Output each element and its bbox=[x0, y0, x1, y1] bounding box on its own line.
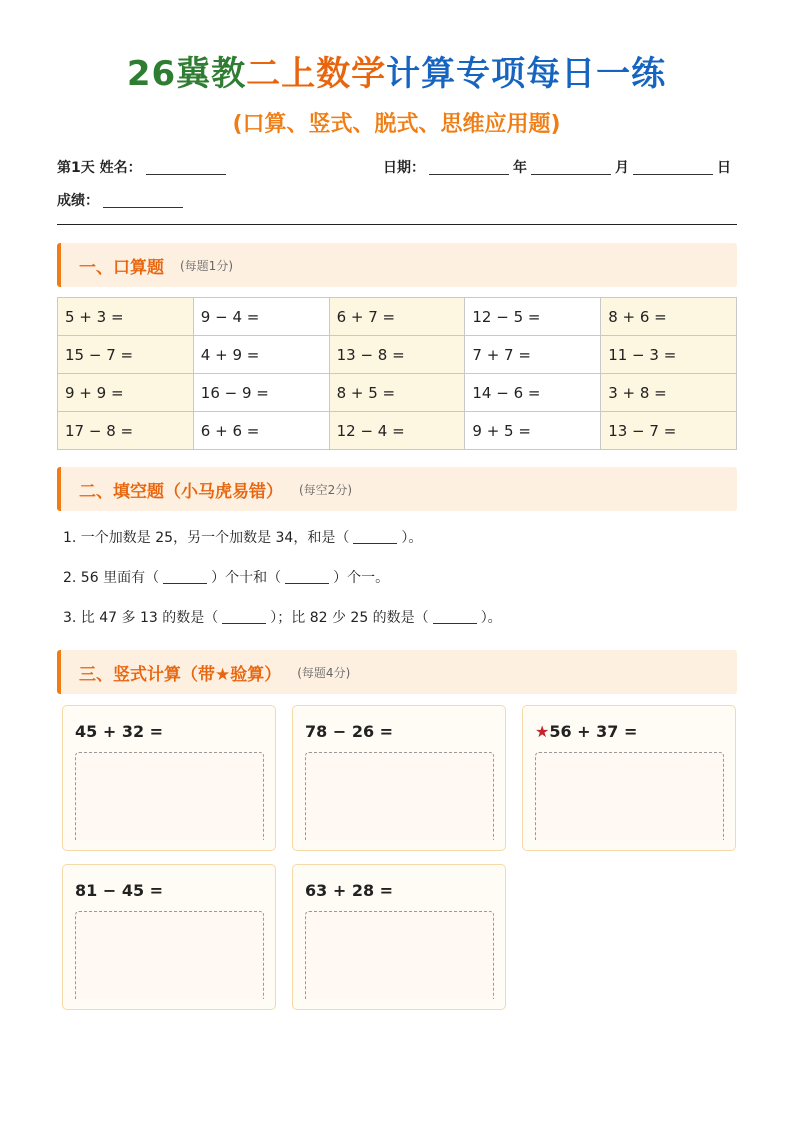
math-cell: 9 + 5 = bbox=[465, 412, 601, 450]
table-row bbox=[58, 412, 737, 450]
calc-expression-group bbox=[535, 722, 637, 741]
section-vertical-calc-header bbox=[57, 650, 737, 694]
math-cell: 13 − 7 = bbox=[601, 412, 737, 450]
section-note: (每题4分) bbox=[297, 665, 351, 680]
table-row bbox=[58, 374, 737, 412]
math-cell: 6 + 6 = bbox=[193, 412, 329, 450]
worksheet-title bbox=[0, 52, 793, 96]
section-note: (每题1分) bbox=[180, 258, 233, 273]
math-cell: 15 − 7 = bbox=[58, 336, 194, 374]
section-fill-blank-header bbox=[57, 467, 737, 511]
math-cell: 9 − 4 = bbox=[193, 298, 329, 336]
work-area[interactable] bbox=[535, 752, 724, 840]
answer-blank[interactable] bbox=[433, 612, 477, 624]
calc-expression: 45 + 32 = bbox=[75, 722, 164, 741]
header-divider bbox=[57, 224, 737, 225]
vertical-calc-card-verify bbox=[522, 705, 736, 851]
section-note: (每空2分) bbox=[299, 482, 352, 497]
month-label: 月 bbox=[615, 160, 629, 176]
info-row-name-date bbox=[57, 158, 737, 178]
date-label: 日期： bbox=[383, 160, 425, 176]
section-title: 二、填空题（小马虎易错） bbox=[79, 481, 283, 502]
math-cell: 13 − 8 = bbox=[329, 336, 465, 374]
question-text: ）；比 82 少 25 的数是（ bbox=[270, 610, 429, 626]
question-text: 3. 比 47 多 13 的数是（ bbox=[63, 610, 219, 626]
month-blank[interactable] bbox=[531, 161, 611, 175]
calc-expression: 56 + 37 = bbox=[549, 722, 638, 741]
math-cell: 6 + 7 = bbox=[329, 298, 465, 336]
vertical-calc-card bbox=[62, 864, 276, 1010]
year-blank[interactable] bbox=[429, 161, 509, 175]
answer-blank[interactable] bbox=[285, 572, 329, 584]
math-cell: 9 + 9 = bbox=[58, 374, 194, 412]
math-cell: 8 + 6 = bbox=[601, 298, 737, 336]
vertical-calc-card bbox=[292, 705, 506, 851]
math-cell: 16 − 9 = bbox=[193, 374, 329, 412]
title-part-subject: 二上数学 bbox=[246, 54, 387, 94]
score-label: 成绩： bbox=[57, 193, 99, 209]
work-area[interactable] bbox=[75, 911, 264, 999]
answer-blank[interactable] bbox=[222, 612, 266, 624]
worksheet-subtitle: (口算、竖式、脱式、思维应用题) bbox=[232, 112, 561, 137]
fill-question-3 bbox=[63, 608, 502, 628]
calc-expression: 81 − 45 = bbox=[75, 881, 164, 900]
math-cell: 7 + 7 = bbox=[465, 336, 601, 374]
fill-question-1 bbox=[63, 528, 422, 548]
section-mental-math-header bbox=[57, 243, 737, 287]
answer-blank[interactable] bbox=[353, 532, 397, 544]
vertical-calc-card bbox=[292, 864, 506, 1010]
day-blank[interactable] bbox=[633, 161, 713, 175]
question-text: ）个一。 bbox=[333, 570, 390, 586]
name-blank[interactable] bbox=[146, 161, 226, 175]
mental-math-table bbox=[57, 297, 737, 450]
title-part-topic: 计算专项每日一练 bbox=[386, 54, 667, 94]
math-cell: 8 + 5 = bbox=[329, 374, 465, 412]
math-cell: 3 + 8 = bbox=[601, 374, 737, 412]
table-row bbox=[58, 336, 737, 374]
date-field-group bbox=[383, 158, 731, 178]
calc-expression: 78 − 26 = bbox=[305, 722, 394, 741]
math-cell: 12 − 5 = bbox=[465, 298, 601, 336]
question-text: 2. 56 里面有（ bbox=[63, 570, 160, 586]
day-name-label: 第1天 姓名： bbox=[57, 160, 142, 176]
name-field-group bbox=[57, 158, 230, 178]
title-part-grade: 26冀教 bbox=[126, 54, 247, 94]
star-icon: ★ bbox=[535, 722, 550, 741]
calc-expression: 63 + 28 = bbox=[305, 881, 394, 900]
fill-question-2 bbox=[63, 568, 389, 588]
work-area[interactable] bbox=[305, 752, 494, 840]
math-cell: 12 − 4 = bbox=[329, 412, 465, 450]
info-row-score bbox=[57, 191, 737, 211]
vertical-calc-card bbox=[62, 705, 276, 851]
year-label: 年 bbox=[513, 160, 527, 176]
question-text: ）个十和（ bbox=[211, 570, 282, 586]
question-text: ）。 bbox=[480, 610, 502, 626]
question-text: ）。 bbox=[401, 530, 423, 546]
math-cell: 5 + 3 = bbox=[58, 298, 194, 336]
math-cell: 14 − 6 = bbox=[465, 374, 601, 412]
section-title: 一、口算题 bbox=[79, 257, 164, 278]
work-area[interactable] bbox=[75, 752, 264, 840]
work-area[interactable] bbox=[305, 911, 494, 999]
score-blank[interactable] bbox=[103, 194, 183, 208]
math-cell: 11 − 3 = bbox=[601, 336, 737, 374]
section-title: 三、竖式计算（带★验算） bbox=[79, 664, 282, 685]
day-label: 日 bbox=[717, 160, 731, 176]
math-cell: 17 − 8 = bbox=[58, 412, 194, 450]
question-text: 1. 一个加数是 25，另一个加数是 34，和是（ bbox=[63, 530, 350, 546]
answer-blank[interactable] bbox=[163, 572, 207, 584]
table-row bbox=[58, 298, 737, 336]
math-cell: 4 + 9 = bbox=[193, 336, 329, 374]
